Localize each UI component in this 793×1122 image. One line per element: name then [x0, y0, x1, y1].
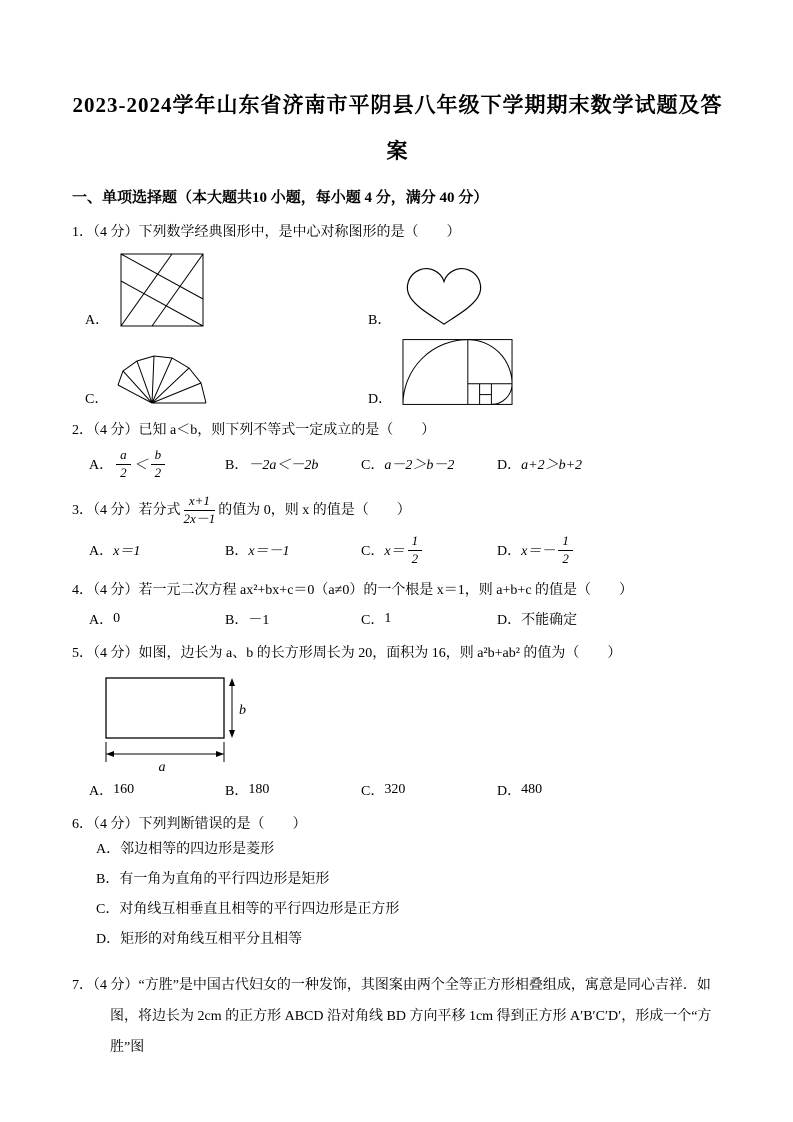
fraction-denominator: 2x－1	[183, 510, 216, 526]
q5-option-b	[225, 780, 361, 800]
fraction	[558, 534, 573, 567]
fraction-denominator: 2	[120, 464, 127, 480]
q5-option-a-text: 160	[113, 781, 135, 797]
q4-option-a-text: 0	[113, 610, 121, 626]
q2-options	[89, 448, 723, 481]
q2-option-c-label: C．	[361, 458, 385, 474]
q2-option-b	[225, 454, 361, 474]
triangle-fan-figure	[117, 341, 212, 407]
q3-option-b-text: x＝－1	[248, 544, 290, 560]
q2-option-d	[497, 454, 582, 474]
q1-choice-d	[368, 337, 514, 407]
q1-figure-row-1	[85, 252, 723, 328]
question-1-stem: 1．（4 分）下列数学经典图形中，是中心对称图形的是（ ）	[72, 225, 461, 240]
q1-choice-c	[85, 341, 368, 407]
question-3	[72, 494, 723, 567]
q5-option-c-text: 320	[384, 781, 406, 797]
q5-option-b-text: 180	[248, 781, 270, 797]
q1-choice-d-label: D．	[368, 392, 393, 407]
fraction	[184, 494, 216, 527]
q2-option-b-label: B．	[225, 458, 249, 474]
q1-figure-row-2	[85, 337, 723, 407]
q6-option-a: A．邻边相等的四边形是菱形	[96, 841, 275, 857]
question-7-line-1: 7．（4 分）“方胜”是中国古代妇女的一种发饰，其图案由两个全等正方形相叠组成，寓意是同心吉祥．如	[72, 977, 711, 993]
fraction-denominator: 2	[562, 550, 569, 566]
q2-option-b-text: －2a＜－2b	[248, 458, 319, 474]
question-5-stem: 5．（4 分）如图，边长为 a、b 的长方形周长为 20，面积为 16，则 a²b+ab² 的值为（ ）	[72, 645, 622, 661]
q5-option-a-label: A．	[89, 783, 114, 799]
fraction	[116, 448, 131, 481]
q1-choice-a	[85, 252, 368, 328]
fraction-numerator: x+1	[184, 494, 216, 511]
q4-option-d-label: D．	[497, 612, 522, 628]
question-7-line-2: 图，将边长为 2cm 的正方形 ABCD 沿对角线 BD 方向平移 1cm 得到正方形 A′B′C′D′，形成一个“方胜”图	[110, 1008, 712, 1055]
q5-option-c	[361, 780, 497, 800]
q4-options	[89, 608, 723, 630]
q5-option-d-label: D．	[497, 783, 522, 799]
fraction-numerator: 1	[408, 534, 423, 551]
q3-option-d-pre: x＝－	[521, 544, 556, 560]
q4-option-c-label: C．	[361, 612, 385, 628]
q5-option-d-text: 480	[521, 781, 543, 797]
width-label: a	[158, 759, 166, 772]
q3-stem-pre: 3．（4 分）若分式	[72, 502, 181, 518]
page-title	[72, 82, 723, 174]
q3-option-c	[361, 534, 497, 567]
q1-choice-b	[368, 264, 488, 328]
q3-stem-post: 的值为 0，则 x 的值是（ ）	[218, 502, 411, 518]
question-2	[72, 420, 723, 481]
q2-option-a	[89, 448, 225, 481]
question-7	[72, 970, 723, 1063]
question-4-stem: 4．（4 分）若一元二次方程 ax²+bx+c＝0（a≠0）的一个根是 x＝1，则 a+b+c 的值是（ ）	[72, 582, 634, 598]
heart-figure	[400, 264, 488, 328]
q6-option-c: C．对角线互相垂直且相等的平行四边形是正方形	[96, 901, 400, 917]
q1-choice-b-label: B．	[368, 313, 392, 328]
fraction-numerator: a	[116, 448, 131, 465]
question-4	[72, 580, 723, 630]
q5-option-b-label: B．	[225, 783, 249, 799]
q4-option-a-label: A．	[89, 612, 114, 628]
rectangle-dimensions-figure	[92, 672, 322, 772]
title-line-2: 案	[386, 139, 409, 163]
section-heading: 一、单项选择题（本大题共10 小题，每小题 4 分，满分 40 分）	[72, 190, 489, 206]
q3-option-a	[89, 540, 225, 560]
q2-option-d-label: D．	[497, 458, 522, 474]
question-5	[72, 643, 723, 801]
question-2-stem: 2．（4 分）已知 a＜b，则下列不等式一定成立的是（ ）	[72, 423, 436, 438]
q5-option-d	[497, 780, 542, 800]
fraction	[408, 534, 423, 567]
q2-option-c-text: a－2＞b－2	[384, 458, 455, 474]
q4-option-d-text: 不能确定	[521, 612, 578, 628]
q6-option-b: B．有一角为直角的平行四边形是矩形	[96, 871, 330, 887]
q4-option-c	[361, 609, 497, 629]
title-line-1: 2023-2024学年山东省济南市平阴县八年级下学期期末数学试题及答	[72, 93, 723, 117]
height-label: b	[239, 702, 246, 718]
q3-option-b-label: B．	[225, 544, 249, 560]
q3-option-c-label: C．	[361, 544, 385, 560]
q4-option-b-label: B．	[225, 612, 249, 628]
question-1	[72, 222, 723, 407]
relation-symbol: ＜	[133, 458, 148, 474]
q5-option-c-label: C．	[361, 783, 385, 799]
q4-option-c-text: 1	[384, 610, 392, 626]
q3-options	[89, 534, 723, 567]
pinwheel-square-figure	[118, 252, 206, 328]
fraction-numerator: 1	[558, 534, 573, 551]
q2-option-d-text: a+2＞b+2	[521, 458, 583, 474]
q6-option-d: D．矩形的对角线互相平分且相等	[96, 931, 303, 947]
q1-choice-c-label: C．	[85, 392, 109, 407]
q2-option-a-label: A．	[89, 458, 114, 474]
fraction-numerator: b	[151, 448, 166, 465]
question-6-stem: 6．（4 分）下列判断错误的是（ ）	[72, 816, 307, 832]
q4-option-d	[497, 609, 577, 629]
q5-figure-wrap	[92, 672, 723, 772]
q3-option-c-pre: x＝	[384, 544, 405, 560]
q3-option-b	[225, 540, 361, 560]
q5-option-a	[89, 780, 225, 800]
q3-option-a-text: x＝1	[113, 544, 141, 560]
q3-option-a-label: A．	[89, 544, 114, 560]
q5-options	[89, 779, 723, 801]
q3-option-d	[497, 534, 576, 567]
q1-choice-a-label: A．	[85, 313, 110, 328]
golden-spiral-rectangle-figure	[401, 337, 514, 407]
q4-option-a	[89, 609, 225, 629]
q2-option-c	[361, 454, 497, 474]
fraction-denominator: 2	[154, 464, 162, 480]
fraction-denominator: 2	[411, 550, 419, 566]
q4-option-b	[225, 609, 361, 629]
q4-option-b-text: －1	[248, 612, 270, 628]
fraction	[151, 448, 166, 481]
q3-option-d-label: D．	[497, 544, 522, 560]
question-3-stem	[72, 494, 723, 527]
question-6	[72, 814, 723, 955]
